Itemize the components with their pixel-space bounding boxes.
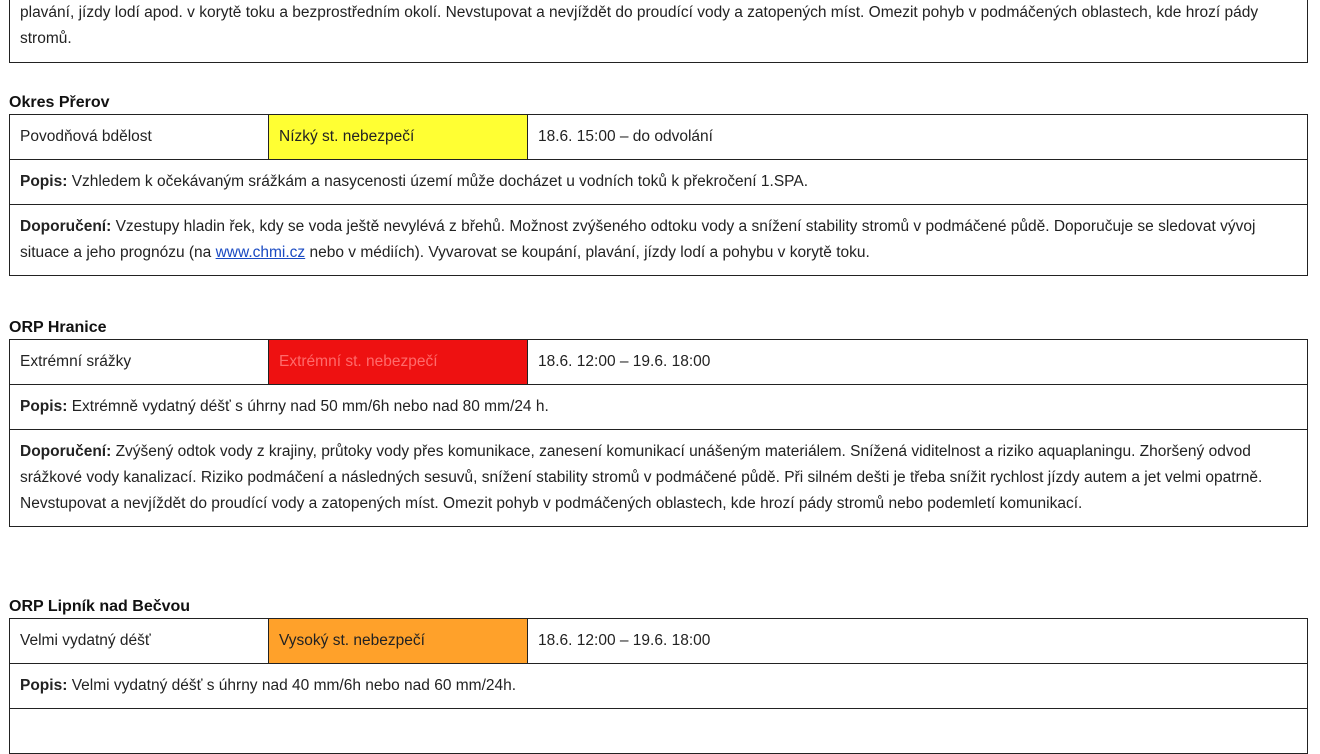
warning-type: Povodňová bdělost — [10, 115, 269, 160]
warning-table — [9, 114, 1308, 276]
description-text: Velmi vydatný déšť s úhrny nad 40 mm/6h nebo nad 60 mm/24h. — [71, 677, 517, 694]
description-row — [10, 160, 1308, 205]
validity-time: 18.6. 15:00 – do odvolání — [528, 115, 1308, 160]
warning-table — [9, 618, 1308, 754]
warning-section-prerov — [9, 92, 1308, 276]
warning-type: Velmi vydatný déšť — [10, 619, 269, 664]
description-text: Extrémně vydatný déšť s úhrny nad 50 mm/6h nebo nad 80 mm/24 h. — [71, 398, 549, 415]
recommendation-text: Zvýšený odtok vody z krajiny, průtoky vody přes komunikace, zanesení komunikací unášeným materiálem. Snížená viditelnost a riziko aquaplaningu. Zhoršený odvod srážkové vody kanalizací. Riziko podmáčení a následných sesuvů, snížení stability stromů v podmáčené půdě. Při silném dešti je třeba snížit rychlost jízdy autem a jet velmi opatrně. Nevstupovat a nevjíždět do proudící vody a zatopených míst. Omezit pohyb v podmáčených oblastech, kde hrozí pády stromů nebo podemletí komunikací. — [20, 443, 1263, 512]
description-cell — [10, 664, 1308, 709]
recommendation-row — [10, 205, 1308, 276]
description-label: Popis: — [20, 173, 68, 190]
description-cell — [10, 160, 1308, 205]
recommendation-label: Doporučení: — [20, 443, 112, 460]
warning-header-row — [10, 340, 1308, 385]
warning-table — [9, 339, 1308, 527]
warning-section-hranice — [9, 317, 1308, 527]
description-row — [10, 385, 1308, 430]
danger-level-badge: Nízký st. nebezpečí — [269, 115, 528, 160]
section-title: Okres Přerov — [9, 94, 110, 111]
recommendation-text: plavání, jízdy lodí apod. v korytě toku a bezprostředním okolí. Nevstupovat a nevjíždět do proudící vody a zatopených míst. Omezit pohyb v podmáčených oblastech, kde hrozí pády stromů. — [20, 4, 1259, 47]
description-row — [10, 664, 1308, 709]
warning-type: Extrémní srážky — [10, 340, 269, 385]
warning-header-row — [10, 619, 1308, 664]
warning-section-lipnik — [9, 596, 1308, 754]
warning-header-row — [10, 115, 1308, 160]
recommendation-cell — [10, 709, 1308, 754]
description-text: Vzhledem k očekávaným srážkám a nasycenosti území může docházet u vodních toků k překročení 1.SPA. — [71, 173, 809, 190]
section-title: ORP Lipník nad Bečvou — [9, 598, 191, 615]
description-label: Popis: — [20, 677, 68, 694]
previous-section-recommendation — [9, 0, 1308, 63]
validity-time: 18.6. 12:00 – 19.6. 18:00 — [528, 619, 1308, 664]
danger-level-badge: Extrémní st. nebezpečí — [269, 340, 528, 385]
description-cell — [10, 385, 1308, 430]
recommendation-cell — [10, 430, 1308, 527]
recommendation-text-before-link: Vzestupy hladin řek, kdy se voda ještě nevylévá z břehů. Možnost zvýšeného odtoku vody a snížení stability stromů v podmáčené půdě. Doporučuje se sledovat vývoj situace a jeho prognózu (na — [20, 218, 1256, 261]
danger-level-badge: Vysoký st. nebezpečí — [269, 619, 528, 664]
validity-time: 18.6. 12:00 – 19.6. 18:00 — [528, 340, 1308, 385]
section-title: ORP Hranice — [9, 319, 107, 336]
recommendation-cell — [10, 205, 1308, 276]
recommendation-label: Doporučení: — [20, 218, 112, 235]
chmi-link[interactable]: www.chmi.cz — [215, 244, 306, 261]
recommendation-row — [10, 430, 1308, 527]
recommendation-text-after-link: nebo v médiích). Vyvarovat se koupání, plavání, jízdy lodí a pohybu v korytě toku. — [305, 244, 870, 261]
recommendation-row — [10, 709, 1308, 754]
description-label: Popis: — [20, 398, 68, 415]
